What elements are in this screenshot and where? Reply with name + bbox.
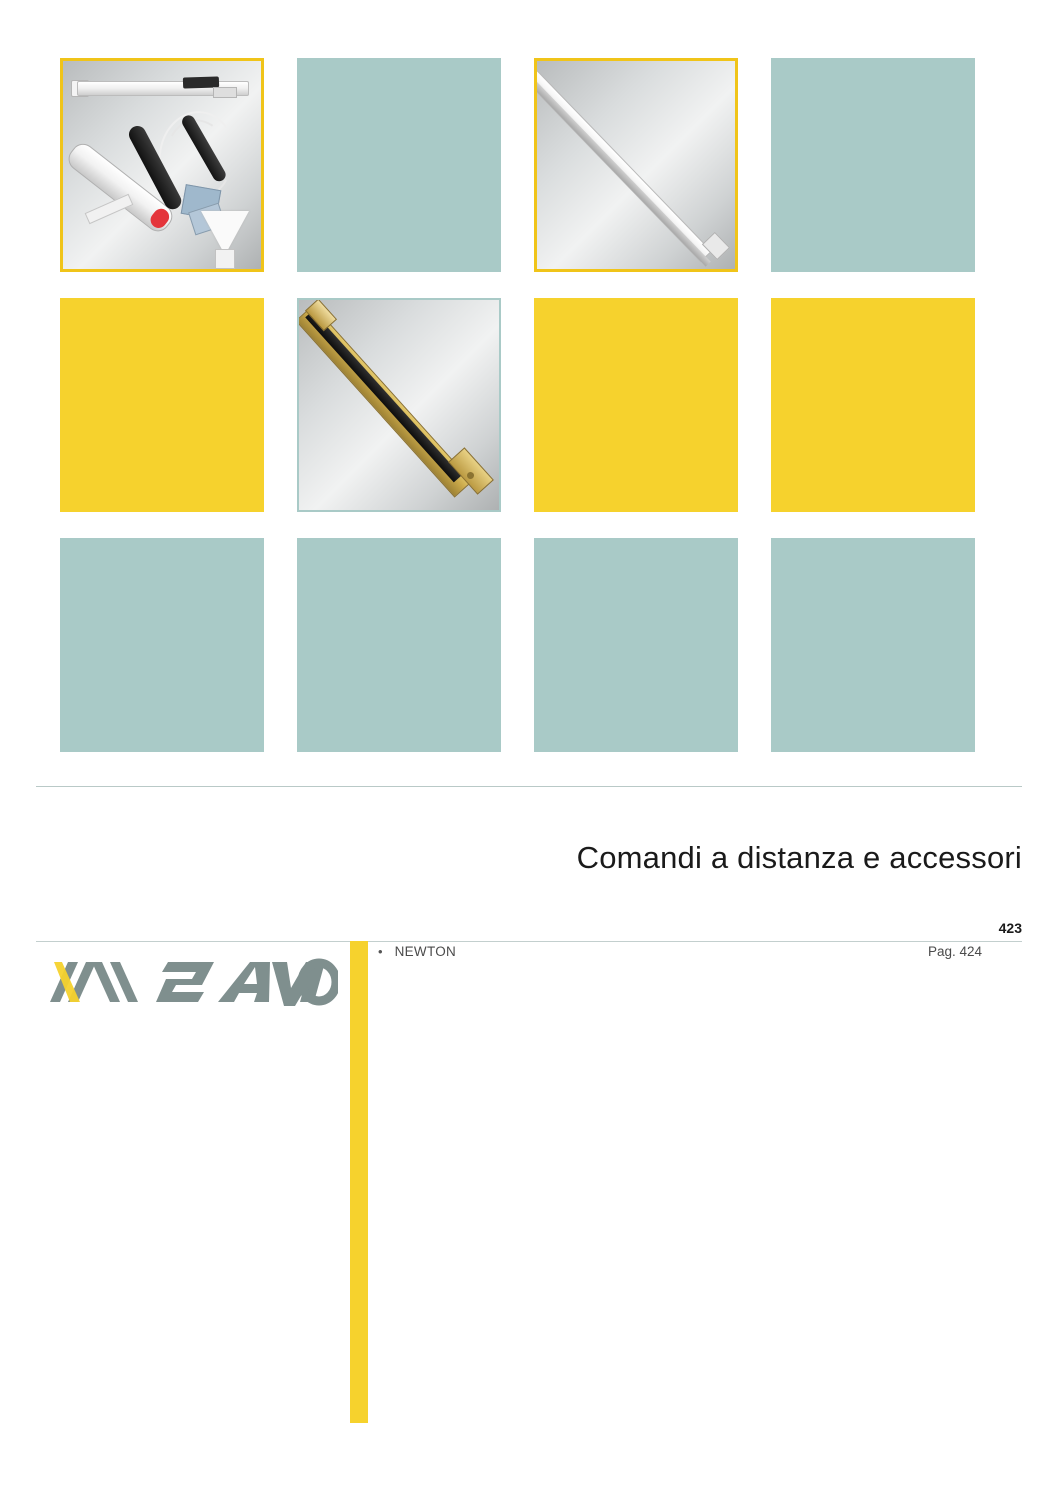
placeholder-yellow <box>60 298 264 512</box>
placeholder-yellow <box>534 298 738 512</box>
toc-entry-label: NEWTON <box>394 944 457 959</box>
placeholder-teal <box>297 538 501 752</box>
placeholder-teal <box>771 538 975 752</box>
page-title: Comandi a distanza e accessori <box>576 840 1022 875</box>
yellow-accent-bar <box>350 941 368 1423</box>
bullet-icon: • <box>378 944 383 959</box>
toc-entry-page: Pag. 424 <box>927 944 982 959</box>
placeholder-yellow <box>771 298 975 512</box>
motor-kit-illustration <box>63 61 261 269</box>
section-divider <box>36 786 1022 787</box>
placeholder-teal <box>297 58 501 272</box>
savio-logo <box>48 958 338 1014</box>
brass-rail-photo[interactable] <box>297 298 501 512</box>
placeholder-teal <box>534 538 738 752</box>
toc-entry-newton[interactable] <box>378 944 982 959</box>
placeholder-teal <box>771 58 975 272</box>
white-rail-photo[interactable] <box>534 58 738 272</box>
footer-rule <box>36 941 1022 942</box>
page-number: 423 <box>998 920 1022 936</box>
product-image-grid <box>60 58 980 752</box>
white-rail-illustration <box>537 61 735 269</box>
placeholder-teal <box>60 538 264 752</box>
savio-logo-icon <box>48 958 338 1014</box>
motor-kit-photo[interactable] <box>60 58 264 272</box>
brass-rail-illustration <box>299 300 499 510</box>
